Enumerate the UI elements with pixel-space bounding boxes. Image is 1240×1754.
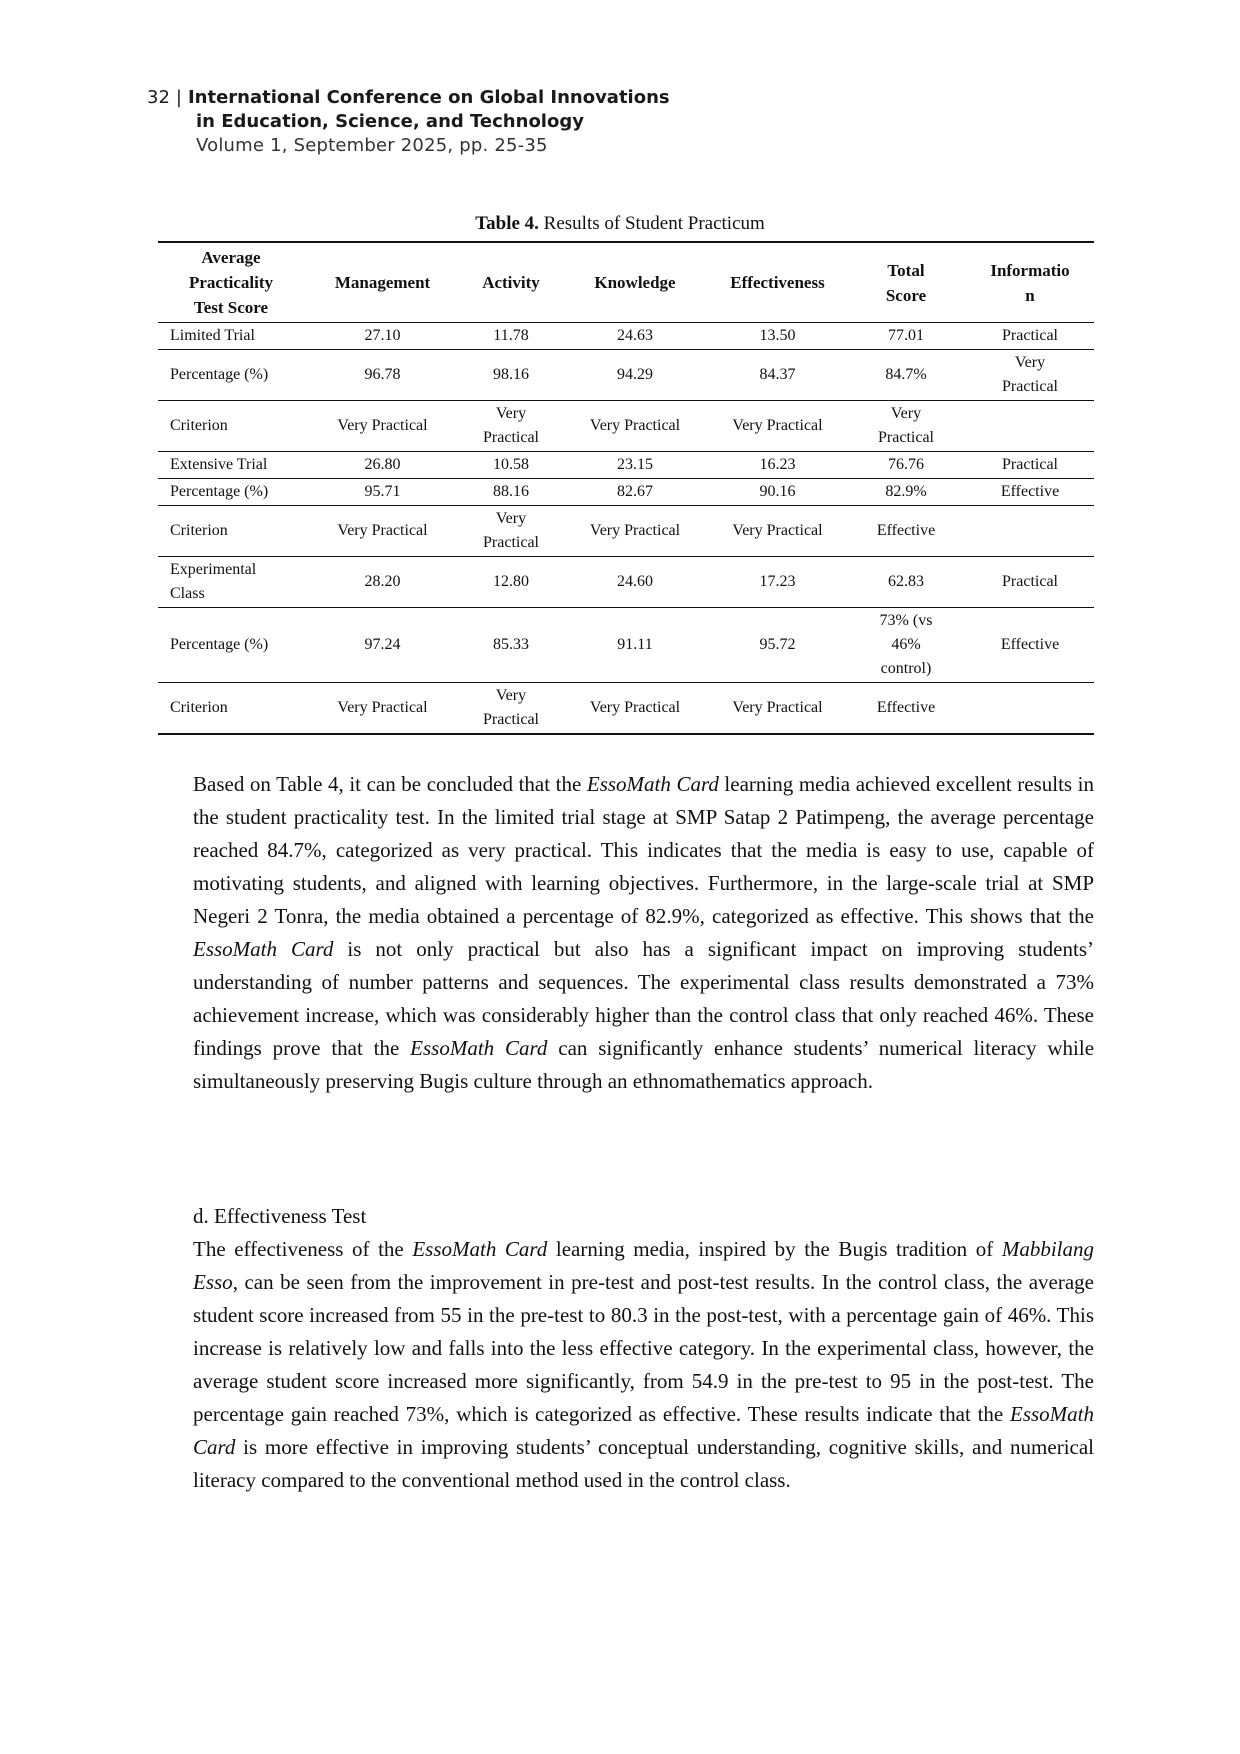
table-row: Extensive Trial 26.80 10.58 23.15 16.23 76.76 Practical (158, 452, 1094, 479)
header-effectiveness: Effectiveness (709, 242, 846, 323)
body-paragraph-2: The effectiveness of the EssoMath Card learning media, inspired by the Bugis tradition of Mabbilang Esso, can be seen from the improvement in pre-test and post-test results. In the control class, the average student score increased from 55 in the pre-test to 80.3 in the post-test, with a percentage gain of 46%. This increase is relatively low and falls into the less effective category. In the experimental class, however, the average student score increased more significantly, from 54.9 in the pre-test to 95 in the post-test. The percentage gain reached 73%, which is categorized as effective. These results indicate that the EssoMath Card is more effective in improving students’ conceptual understanding, cognitive skills, and numerical literacy compared to the conventional method used in the control class. (193, 1237, 1094, 1492)
table-caption (0, 213, 1240, 235)
table-caption-text: Results of Student Practicum (543, 213, 765, 234)
table-header-row (158, 242, 1094, 323)
header-knowledge: Knowledge (561, 242, 709, 323)
header-information: Informatio n (966, 242, 1094, 323)
table-row: Criterion Very Practical Very Practical Very Practical Very Practical Very Practical (158, 401, 1094, 452)
table-caption-label: Table 4. (475, 213, 539, 234)
header-separator: | (175, 87, 182, 108)
table-row: Percentage (%) 96.78 98.16 94.29 84.37 84.7% Very Practical (158, 350, 1094, 401)
table-row: Criterion Very Practical Very Practical Very Practical Very Practical Effective (158, 506, 1094, 557)
table-row: Percentage (%) 97.24 85.33 91.11 95.72 73% (vs 46% control) Effective (158, 608, 1094, 683)
body-paragraph-1: Based on Table 4, it can be concluded that the EssoMath Card learning media achieved excellent results in the student practicality test. In the limited trial stage at SMP Satap 2 Patimpeng, the average percentage reached 84.7%, categorized as very practical. This indicates that the media is easy to use, capable of motivating students, and aligned with learning objectives. Furthermore, in the large-scale trial at SMP Negeri 2 Tonra, the media obtained a percentage of 82.9%, categorized as effective. This shows that the EssoMath Card is not only practical but also has a significant impact on improving students’ understanding of number patterns and sequences. The experimental class results demonstrated a 73% achievement increase, which was considerably higher than the control class that only reached 46%. These findings prove that the EssoMath Card can significantly enhance students’ numerical literacy while simultaneously preserving Bugis culture through an ethnomathematics approach. (193, 772, 1095, 1093)
section-heading-effectiveness-test: d. Effectiveness Test (193, 1204, 367, 1228)
table-row: Limited Trial 27.10 11.78 24.63 13.50 77.01 Practical (158, 323, 1094, 350)
header-management: Management (304, 242, 461, 323)
header-total-score: Total Score (846, 242, 966, 323)
volume-info: Volume 1, September 2025, pp. 25-35 (196, 135, 548, 156)
header-average-practicality: Average Practicality Test Score (158, 242, 304, 323)
table-row: Experimental Class 28.20 12.80 24.60 17.23 62.83 Practical (158, 557, 1094, 608)
results-table (158, 241, 1094, 735)
table-row: Percentage (%) 95.71 88.16 82.67 90.16 82.9% Effective (158, 479, 1094, 506)
table-row: Criterion Very Practical Very Practical Very Practical Very Practical Effective (158, 683, 1094, 735)
running-header (147, 86, 670, 158)
conference-title-line-2: in Education, Science, and Technology (196, 111, 584, 132)
conference-title-line-1: International Conference on Global Innovations (187, 87, 670, 108)
page-number: 32 (147, 87, 170, 108)
header-line-1 (147, 86, 670, 110)
header-activity: Activity (461, 242, 561, 323)
